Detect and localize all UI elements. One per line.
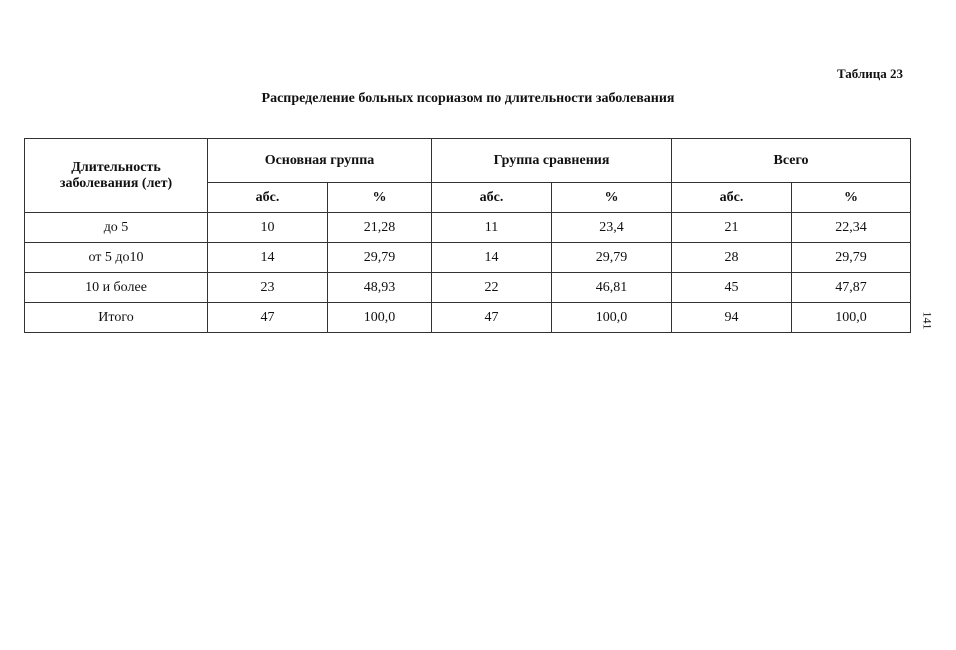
table-cell: 22,34 <box>792 213 911 243</box>
table-cell: 22 <box>432 273 552 303</box>
subheader-abs: абс. <box>432 183 552 213</box>
page-number: 141 <box>920 311 935 330</box>
table-cell: 46,81 <box>552 273 672 303</box>
table-cell: 23,4 <box>552 213 672 243</box>
subheader-percent: % <box>328 183 432 213</box>
table-cell: 29,79 <box>552 243 672 273</box>
table-cell: 29,79 <box>328 243 432 273</box>
table-cell: 100,0 <box>328 303 432 333</box>
table-row <box>25 243 911 273</box>
distribution-table <box>24 138 911 333</box>
subheader-percent: % <box>792 183 911 213</box>
table-cell: 11 <box>432 213 552 243</box>
table-cell: 14 <box>432 243 552 273</box>
table-row <box>25 273 911 303</box>
row-label: 10 и более <box>25 273 208 303</box>
table-cell: 23 <box>208 273 328 303</box>
group-header-comparison: Группа сравнения <box>432 139 672 183</box>
table-number: Таблица 23 <box>836 66 903 81</box>
table-cell: 10 <box>208 213 328 243</box>
table-cell: 29,79 <box>792 243 911 273</box>
table-cell: 94 <box>672 303 792 333</box>
header-row-groups <box>25 139 911 183</box>
table-title: Распределение больных псориазом по длительности заболевания <box>261 91 675 106</box>
row-label: от 5 до10 <box>25 243 208 273</box>
subheader-abs: абс. <box>208 183 328 213</box>
table-cell: 47 <box>432 303 552 333</box>
table-cell: 21 <box>672 213 792 243</box>
table-cell: 100,0 <box>552 303 672 333</box>
table-cell: 14 <box>208 243 328 273</box>
table-cell: 47 <box>208 303 328 333</box>
table-cell: 100,0 <box>792 303 911 333</box>
row-header-line1: Длительность <box>71 159 161 175</box>
row-header-line2: заболевания (лет) <box>59 175 173 191</box>
row-header-cell <box>25 139 208 213</box>
table-cell: 47,87 <box>792 273 911 303</box>
table-cell: 45 <box>672 273 792 303</box>
subheader-abs: абс. <box>672 183 792 213</box>
row-label: Итого <box>25 303 208 333</box>
table-row-total <box>25 303 911 333</box>
group-header-main: Основная группа <box>208 139 432 183</box>
table-cell: 21,28 <box>328 213 432 243</box>
table-row <box>25 213 911 243</box>
subheader-percent: % <box>552 183 672 213</box>
group-header-total: Всего <box>672 139 911 183</box>
row-label: до 5 <box>25 213 208 243</box>
table-cell: 28 <box>672 243 792 273</box>
table-cell: 48,93 <box>328 273 432 303</box>
